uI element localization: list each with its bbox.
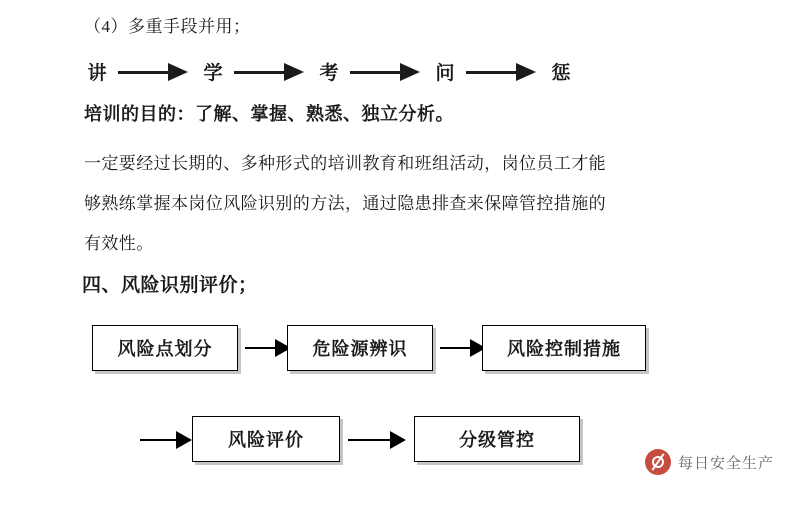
safety-helmet-badge-icon [645, 449, 671, 475]
chain-node: 惩 [551, 63, 571, 84]
arrow-right-icon [234, 61, 308, 83]
flow-box-graded-control [414, 416, 580, 462]
chain-node: 学 [203, 63, 223, 84]
watermark-label: 每日安全生产 [677, 454, 774, 472]
flow-box-risk-point-division [92, 325, 238, 371]
chain-node: 讲 [87, 63, 107, 84]
body-paragraph-line-1: 一定要经过长期的、多种形式的培训教育和班组活动，岗位员工才能 [84, 154, 606, 173]
arrow-right-icon [140, 431, 192, 449]
arrow-right-icon [466, 61, 540, 83]
flow-box-hazard-identification [287, 325, 433, 371]
watermark [645, 449, 774, 475]
chain-node: 考 [319, 63, 339, 84]
chain-node: 问 [435, 63, 455, 84]
flow-box-label: 分级管控 [459, 430, 535, 450]
arrow-right-icon [440, 339, 486, 357]
section-heading: 四、风险识别评价； [82, 275, 258, 296]
list-item-heading: （4）多重手段并用； [84, 17, 251, 36]
flow-box-label: 风险控制措施 [507, 339, 621, 359]
training-purpose-line: 培训的目的：了解、掌握、熟悉、独立分析。 [84, 104, 454, 124]
flow-box-risk-control-measures [482, 325, 646, 371]
body-paragraph-line-3: 有效性。 [84, 234, 154, 253]
arrow-right-icon [245, 339, 291, 357]
body-paragraph-line-2: 够熟练掌握本岗位风险识别的方法，通过隐患排查来保障管控措施的 [84, 194, 606, 213]
flow-box-label: 风险评价 [228, 430, 304, 450]
training-chain [84, 58, 574, 85]
flow-box-label: 风险点划分 [117, 339, 213, 359]
flow-box-risk-evaluation [192, 416, 340, 462]
arrow-right-icon [348, 431, 406, 449]
arrow-right-icon [118, 61, 192, 83]
flow-box-label: 危险源辨识 [312, 339, 408, 359]
arrow-right-icon [350, 61, 424, 83]
